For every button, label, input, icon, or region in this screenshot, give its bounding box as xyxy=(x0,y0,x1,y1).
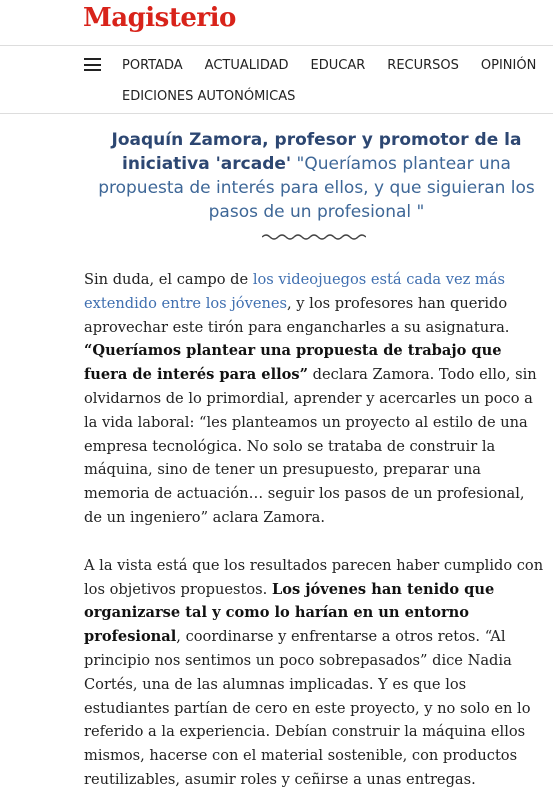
site-logo[interactable]: Magisterio xyxy=(83,3,236,33)
nav-item-ediciones-autonomicas[interactable]: EDICIONES AUTONÓMICAS xyxy=(122,89,296,104)
nav-item-portada[interactable]: PORTADA xyxy=(122,58,183,73)
site-header xyxy=(0,0,553,46)
article-headline xyxy=(80,128,553,224)
decorative-squiggle-icon xyxy=(262,232,366,242)
text: , coordinarse y enfrentarse a otros retos. “Al principio nos sentimos un poco sobrepasados” dice Nadia Cortés, una de las alumnas implicadas. Y es que los estudiantes partían de cero en este proyecto, y no solo en lo referido a la experiencia. Debían construir la máquina ellos mismos, hacerse con el material sostenible, con productos reutilizables, asumir roles y ceñirse a unas entregas. xyxy=(84,628,531,788)
text: declara Zamora. Todo ello, sin olvidarnos de lo primordial, aprender y acercarles un poco a la vida laboral: “les planteamos un proyecto al estilo de una empresa tecnológica. No solo se trataba de construir la máquina, sino de tener un presupuesto, preparar una memoria de actuación… seguir los pasos de un profesional, de un ingeniero” aclara Zamora. xyxy=(84,366,537,526)
article-paragraph-1 xyxy=(84,268,544,530)
text: Sin duda, el campo de xyxy=(84,271,253,288)
bold-quote: “Queríamos plantear una propuesta de trabajo que fuera de interés para ellos” xyxy=(84,342,502,384)
headline-strong: Joaquín Zamora, profesor y promotor de la iniciativa 'arcade' xyxy=(111,130,522,174)
nav-item-recursos[interactable]: RECURSOS xyxy=(387,58,459,73)
headline-quote: "Queríamos plantear una propuesta de interés para ellos, y que siguieran los pasos de un profesional " xyxy=(98,154,535,222)
nav-item-educar[interactable]: EDUCAR xyxy=(310,58,366,73)
nav-item-actualidad[interactable]: ACTUALIDAD xyxy=(204,58,289,73)
text: A la vista está que los resultados parecen haber cumplido con los objetivos propuestos. xyxy=(84,556,544,598)
article-body xyxy=(84,268,544,800)
text: , y los profesores han querido aprovechar este tirón para engancharles a su asignatura. xyxy=(84,294,510,336)
hamburger-menu-icon[interactable] xyxy=(84,58,101,71)
nav-item-opinion[interactable]: OPINIÓN xyxy=(480,58,537,73)
videogames-link[interactable]: los videojuegos está cada vez más extendido entre los jóvenes xyxy=(84,271,506,312)
article-paragraph-2 xyxy=(84,554,544,792)
nav-row-2 xyxy=(122,85,295,104)
nav-row xyxy=(122,58,553,73)
bold-highlight: Los jóvenes han tenido que organizarse tal y como lo harían en un entorno profesional xyxy=(84,580,495,646)
